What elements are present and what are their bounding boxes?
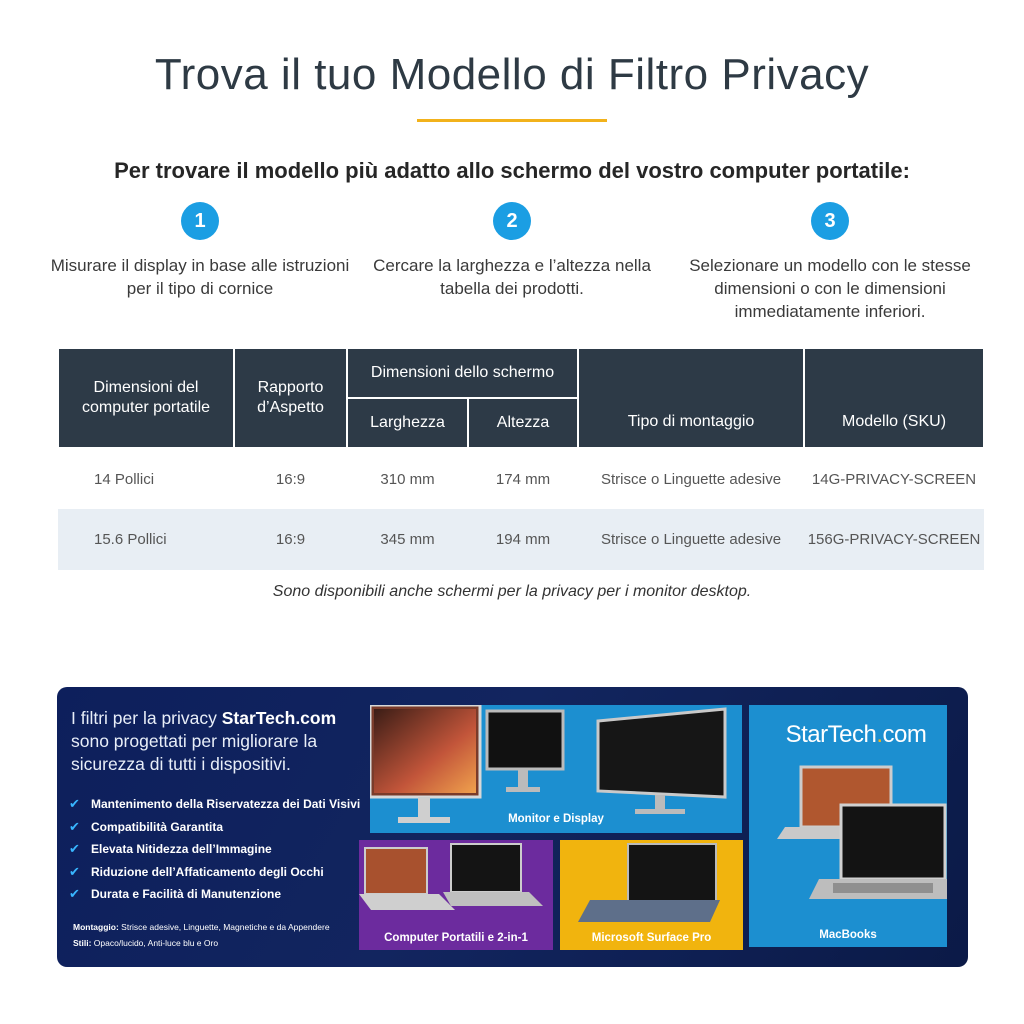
step-text: Misurare il display in base alle istruzioni per il tipo di cornice — [50, 256, 350, 298]
surface-tile — [560, 840, 743, 950]
product-table — [57, 347, 985, 570]
styles-label: Stili: — [73, 938, 92, 948]
cell-ratio: 16:9 — [234, 509, 347, 570]
header-laptop-size: Dimensioni del computer portatile — [58, 348, 234, 448]
monitor-tile — [370, 705, 742, 833]
mount-label: Montaggio: — [73, 922, 119, 932]
step-text: Selezionare un modello con le stesse dimensioni o con le dimensioni immediatamente inferiori. — [689, 256, 971, 321]
cell-mount: Strisce o Linguette adesive — [600, 470, 782, 488]
checkmark-icon: ✔ — [69, 863, 80, 879]
feature-text: Riduzione dell’Affaticamento degli Occhi — [91, 864, 324, 879]
table-note: Sono disponibili anche schermi per la privacy per i monitor desktop. — [272, 583, 752, 600]
step-2 — [342, 202, 682, 300]
headline-post: sono progettati per migliorare la sicurezza di tutti i dispositivi. — [71, 731, 318, 774]
mount-spec — [73, 922, 330, 932]
checkmark-icon: ✔ — [69, 841, 80, 857]
cell-ratio: 16:9 — [275, 470, 306, 488]
header-width: Larghezza — [347, 398, 468, 448]
tile-label-laptop: Computer Portatili e 2-in-1 — [384, 932, 528, 944]
step-1 — [30, 202, 370, 300]
cell-mount: Strisce o Linguette adesive — [578, 509, 804, 570]
page-title: Trova il tuo Modello di Filtro Privacy — [154, 50, 870, 99]
feature-list — [69, 793, 369, 906]
page-subtitle: Per trovare il modello più adatto allo schermo del vostro computer portatile: — [114, 158, 910, 183]
logo-dot: . — [876, 721, 883, 748]
step-3 — [660, 202, 1000, 323]
feature-text: Compatibilità Garantita — [91, 819, 224, 834]
header-aspect-ratio: Rapporto d’Aspetto — [234, 348, 347, 448]
headline-pre: I filtri per la privacy — [71, 708, 222, 728]
feature-text: Durata e Facilità di Manutenzione — [91, 887, 282, 902]
list-item — [69, 816, 369, 839]
tile-label-monitor: Monitor e Display — [508, 813, 604, 825]
table-row — [58, 509, 984, 570]
checkmark-icon: ✔ — [69, 886, 80, 902]
cell-width: 310 mm — [380, 470, 435, 488]
step-number-badge: 3 — [811, 202, 849, 240]
banner-headline — [71, 707, 371, 776]
laptop-tile — [359, 840, 553, 950]
list-item — [69, 838, 369, 861]
mount-value: Strisce adesive, Linguette, Magnetiche e da Appendere — [121, 922, 330, 932]
list-item — [69, 883, 369, 906]
startech-logo — [771, 721, 941, 749]
checkmark-icon: ✔ — [69, 796, 80, 812]
tile-label-macbook: MacBooks — [819, 929, 877, 941]
header-screen-dimensions: Dimensioni dello schermo — [347, 348, 578, 398]
styles-value: Opaco/lucido, Anti-luce blu e Oro — [93, 938, 219, 948]
styles-spec — [73, 938, 218, 948]
cell-sku: 14G-PRIVACY-SCREEN — [811, 470, 977, 488]
step-number-badge: 1 — [181, 202, 219, 240]
title-underline — [417, 119, 607, 122]
cell-sku: 156G-PRIVACY-SCREEN — [804, 509, 984, 570]
feature-text: Mantenimento della Riservatezza dei Dati Visivi — [91, 797, 361, 812]
list-item — [69, 793, 369, 816]
list-item — [69, 861, 369, 884]
cell-size: 15.6 Pollici — [58, 509, 234, 570]
cell-size: 14 Pollici — [94, 470, 155, 488]
header-height: Altezza — [468, 398, 578, 448]
feature-text: Elevata Nitidezza dell’Immagine — [91, 842, 272, 857]
headline-brand: StarTech.com — [221, 708, 337, 728]
logo-text-suffix: com — [882, 721, 927, 748]
logo-text: StarTech — [785, 721, 877, 748]
table-row — [58, 448, 984, 509]
step-text: Cercare la larghezza e l’altezza nella tabella dei prodotti. — [373, 256, 651, 298]
cell-height: 174 mm — [495, 470, 551, 488]
header-model: Modello (SKU) — [804, 348, 984, 448]
checkmark-icon: ✔ — [69, 818, 80, 834]
promo-banner — [57, 687, 968, 967]
cell-width: 345 mm — [347, 509, 468, 570]
step-number-badge: 2 — [493, 202, 531, 240]
cell-height: 194 mm — [468, 509, 578, 570]
header-mount-type: Tipo di montaggio — [578, 348, 804, 448]
tile-label-surface: Microsoft Surface Pro — [591, 932, 712, 944]
